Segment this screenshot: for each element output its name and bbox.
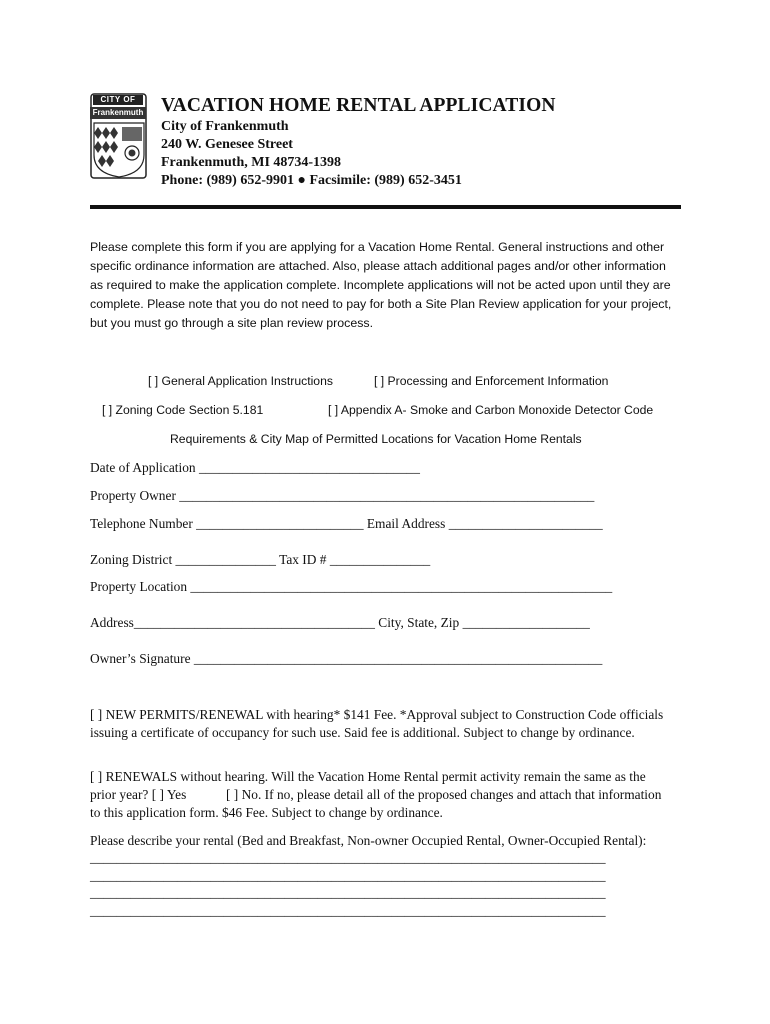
address-city-field[interactable]: Address____________________________________ City, State, Zip ___________________ (90, 615, 590, 630)
describe-line-2[interactable]: _____________________________________________________________________________ (90, 868, 606, 883)
owner-signature-field[interactable]: Owner’s Signature _____________________________________________________________ (90, 651, 603, 666)
form-title: VACATION HOME RENTAL APPLICATION (161, 95, 556, 116)
telephone-email-field[interactable]: Telephone Number _________________________ Email Address _______________________ (90, 516, 603, 531)
city-crest-icon (90, 93, 148, 179)
describe-rental-prompt: Please describe your rental (Bed and Breakfast, Non-owner Occupied Rental, Owner-Occupied Rental): (90, 833, 647, 848)
intro-paragraph: Please complete this form if you are applying for a Vacation Home Rental. General instructions and other specific ordinance information are attached. Also, please attach additional pages and/or other information as required to make the application complete. Incomplete applications will not be acted upon until they are complete. Please note that you do not need to pay for both a Site Plan Review application for your project, but you must go through a site plan review process. (90, 240, 672, 330)
property-owner-field[interactable]: Property Owner ______________________________________________________________ (90, 488, 595, 503)
renewal-yes-option[interactable]: prior year? [ ] Yes (90, 787, 187, 802)
logo-name: Frankenmuth (90, 107, 146, 119)
city-state-zip: Frankenmuth, MI 48734-1398 (161, 155, 342, 170)
zoning-taxid-field[interactable]: Zoning District _______________ Tax ID # _______________ (90, 552, 431, 567)
new-permits-option[interactable]: [ ] NEW PERMITS/RENEWAL with hearing* $141 Fee. *Approval subject to Construction Code officials issuing a certificate of occupancy for such use. Said fee is additional. Subject to change by ordinance. (90, 707, 664, 740)
describe-line-1[interactable]: _____________________________________________________________________________ (90, 850, 606, 865)
contact-numbers: Phone: (989) 652-9901 ● Facsimile: (989) 652-3451 (161, 173, 462, 188)
describe-line-4[interactable]: _____________________________________________________________________________ (90, 903, 606, 918)
checkbox-processing-enforcement[interactable]: [ ] Processing and Enforcement Information (374, 374, 609, 388)
date-of-application-field[interactable]: Date of Application _________________________________ (90, 460, 420, 475)
describe-line-3[interactable]: _____________________________________________________________________________ (90, 885, 606, 900)
city-logo (90, 93, 148, 179)
header-divider (90, 205, 681, 209)
requirements-line: Requirements & City Map of Permitted Locations for Vacation Home Rentals (170, 432, 582, 446)
renewals-option[interactable]: [ ] RENEWALS without hearing. Will the Vacation Home Rental permit activity remain the same as the (90, 769, 646, 784)
street-address: 240 W. Genesee Street (161, 137, 293, 152)
checkbox-general-instructions[interactable]: [ ] General Application Instructions (148, 374, 333, 388)
logo-top-text: CITY OF (93, 95, 143, 105)
checkbox-zoning-code[interactable]: [ ] Zoning Code Section 5.181 (102, 403, 264, 417)
checkbox-appendix-a[interactable]: [ ] Appendix A- Smoke and Carbon Monoxide Detector Code (328, 403, 654, 417)
renewal-no-option[interactable]: [ ] No. If no, please detail all of the proposed changes and attach that information (226, 787, 662, 802)
renewals-fee-text: to this application form. $46 Fee. Subject to change by ordinance. (90, 805, 443, 820)
property-location-field[interactable]: Property Location _______________________________________________________________ (90, 579, 613, 594)
org-name: City of Frankenmuth (161, 119, 289, 134)
